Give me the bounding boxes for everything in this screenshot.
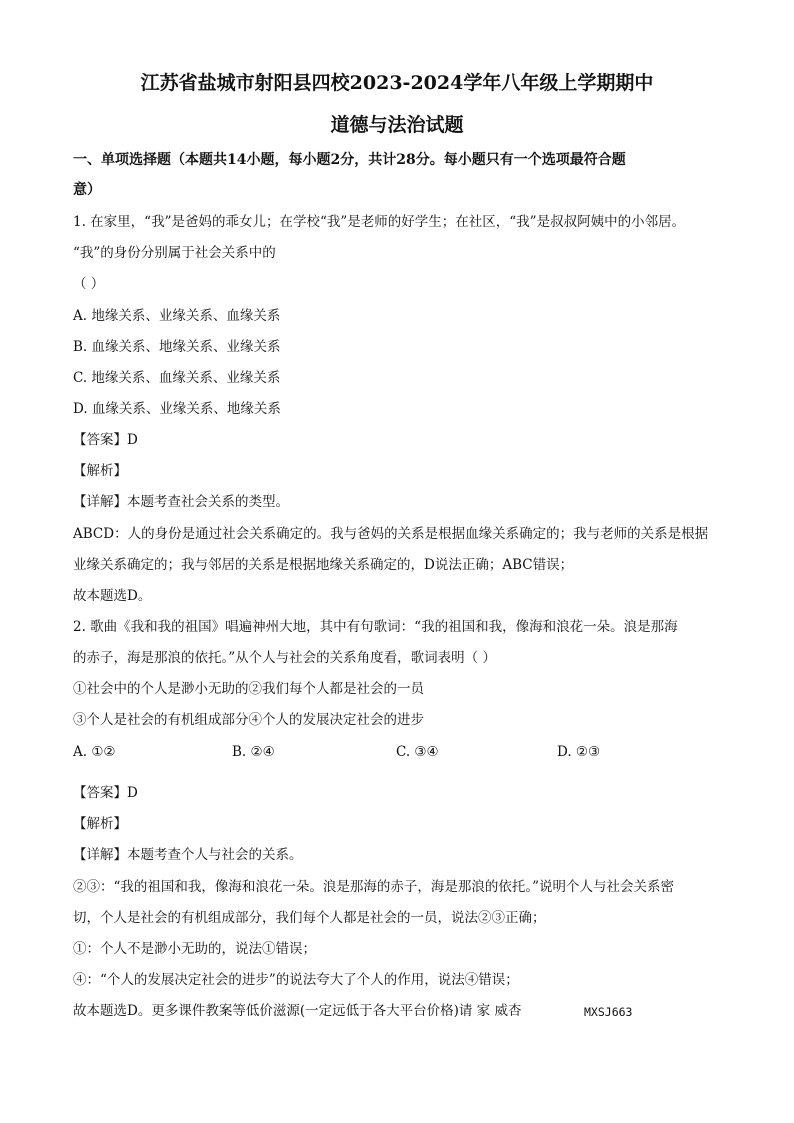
section-heading-cont: 意） [73, 182, 101, 198]
q2-explanation: ②③：“我的祖国和我，像海和浪花一朵。浪是那海的赤子，海是那浪的依托。”说明个人与社会关系密 [73, 879, 675, 895]
q1-conclusion: 故本题选D。 [73, 588, 152, 604]
q1-blank: （ ） [73, 276, 105, 292]
q1-detail: 【详解】本题考查社会关系的类型。 [73, 494, 289, 510]
q1-explanation: ABCD：人的身份是通过社会关系确定的。我与爸妈的关系是根据血缘关系确定的；我与老师的关系是根据 [73, 526, 709, 542]
q1-stem-cont: “我”的身份分别属于社会关系中的 [73, 245, 276, 261]
q2-explanation-cont: 切，个人是社会的有机组成部分，我们每个人都是社会的一员，说法②③正确； [73, 910, 546, 926]
q1-option-c: C. 地缘关系、血缘关系、业缘关系 [73, 370, 281, 386]
q1-option-d: D. 血缘关系、业缘关系、地缘关系 [73, 401, 281, 417]
q2-stem: 2. 歌曲《我和我的祖国》唱遍神州大地，其中有句歌词：“我的祖国和我，像海和浪花一朵。浪是那海 [73, 619, 678, 635]
q1-stem: 1. 在家里，“我”是爸妈的乖女儿；在学校“我”是老师的好学生；在社区，“我”是叔叔阿姨中的小邻居。 [73, 214, 686, 230]
q2-answer: 【答案】D [73, 785, 138, 801]
footer-code: MXSJ663 [584, 1005, 633, 1019]
q2-explanation-1: ①：个人不是渺小无助的，说法①错误； [73, 941, 316, 957]
q2-option-a: A. ①② [73, 744, 116, 760]
q1-answer: 【答案】D [73, 432, 138, 448]
q2-statements-1: ①社会中的个人是渺小无助的②我们每个人都是社会的一员 [73, 681, 424, 697]
q2-conclusion: 故本题选D。更多课件教案等低价滋源(一定远低于各大平台价格)请 家 威杏 [73, 1003, 522, 1019]
title-line-1: 江苏省盐城市射阳县四校2023-2024学年八年级上学期期中 [140, 72, 654, 94]
q2-explanation-4: ④：“个人的发展决定社会的进步”的说法夸大了个人的作用，说法④错误； [73, 972, 519, 988]
q2-analysis-label: 【解析】 [73, 816, 127, 832]
q1-analysis-label: 【解析】 [73, 463, 127, 479]
q1-option-a: A. 地缘关系、业缘关系、血缘关系 [73, 308, 281, 324]
q2-option-c: C. ③④ [396, 744, 439, 760]
q1-explanation-cont: 业缘关系确定的；我与邻居的关系是根据地缘关系确定的，D说法正确；ABC错误； [73, 557, 574, 573]
q1-option-b: B. 血缘关系、地缘关系、业缘关系 [73, 339, 281, 355]
q2-detail: 【详解】本题考查个人与社会的关系。 [73, 847, 303, 863]
q2-option-b: B. ②④ [232, 744, 275, 760]
q2-option-d: D. ②③ [557, 744, 601, 760]
q2-statements-2: ③个人是社会的有机组成部分④个人的发展决定社会的进步 [73, 712, 424, 728]
title-line-2: 道德与法治试题 [330, 114, 464, 136]
q2-stem-cont: 的赤子，海是那浪的依托。”从个人与社会的关系角度看，歌词表明（ ） [73, 650, 496, 666]
section-heading: 一、单项选择题（本题共14小题，每小题2分，共计28分。每小题只有一个选项最符合题 [73, 152, 626, 168]
